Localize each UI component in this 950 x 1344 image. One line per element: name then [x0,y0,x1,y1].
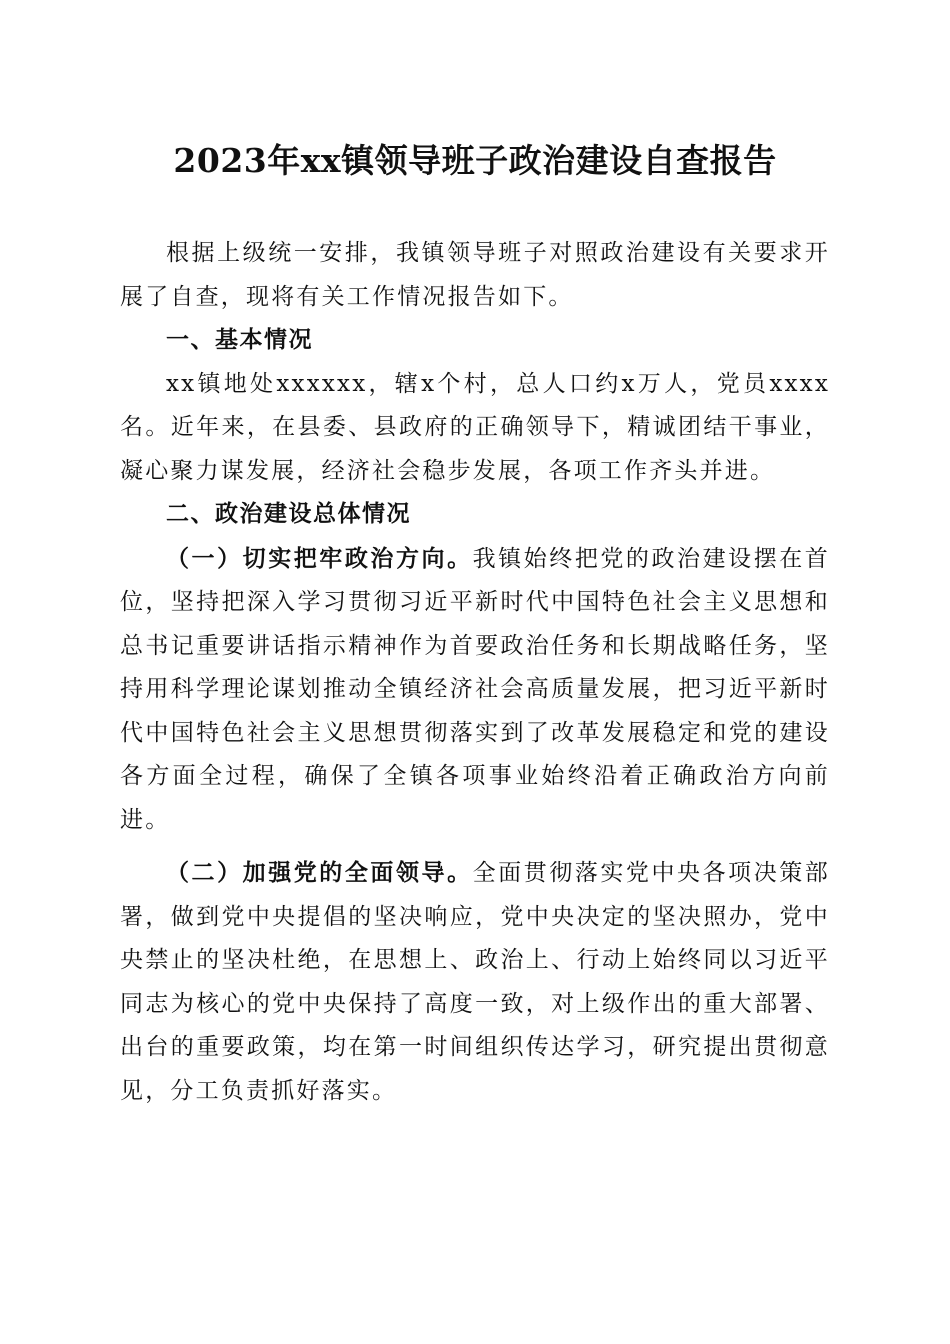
section-2-item-1-paragraph [120,537,830,843]
section-2-item-2-body: 全面贯彻落实党中央各项决策部署，做到党中央提倡的坚决响应，党中央决定的坚决照办，党中央禁止的坚决杜绝，在思想上、政治上、行动上始终同以习近平同志为核心的党中央保持了高度一致，对上级作出的重大部署、出台的重要政策，均在第一时间组织传达学习，研究提出贯彻意见，分工负责抓好落实。 [120,860,830,1104]
intro-paragraph: 根据上级统一安排，我镇领导班子对照政治建设有关要求开展了自查，现将有关工作情况报告如下。 [120,240,830,310]
document-body [120,232,830,1113]
document-title: 2023年xx镇领导班子政治建设自查报告 [173,141,777,180]
section-2-item-2-lead: （二）加强党的全面领导。 [166,859,473,886]
section-2-item-1-lead: （一）切实把牢政治方向。 [166,544,473,572]
section-1-paragraph: xx镇地处xxxxxx，辖x个村，总人口约x万人，党员xxxx名。近年来，在县委、县政府的正确领导下，精诚团结干事业，凝心聚力谋发展，经济社会稳步发展，各项工作齐头并进。 [120,370,830,484]
section-2-item-2-paragraph [120,851,830,1113]
section-2-heading: 二、政治建设总体情况 [166,501,411,527]
section-2-item-1-body: 我镇始终把党的政治建设摆在首位，坚持把深入学习贯彻习近平新时代中国特色社会主义思想和总书记重要讲话指示精神作为首要政治任务和长期战略任务，坚持用科学理论谋划推动全镇经济社会高质量发展，把习近平新时代中国特色社会主义思想贯彻落实到了改革发展稳定和党的建设各方面全过程，确保了全镇各项事业始终沿着正确政治方向前进。 [120,545,830,833]
section-1-heading: 一、基本情况 [166,327,313,353]
